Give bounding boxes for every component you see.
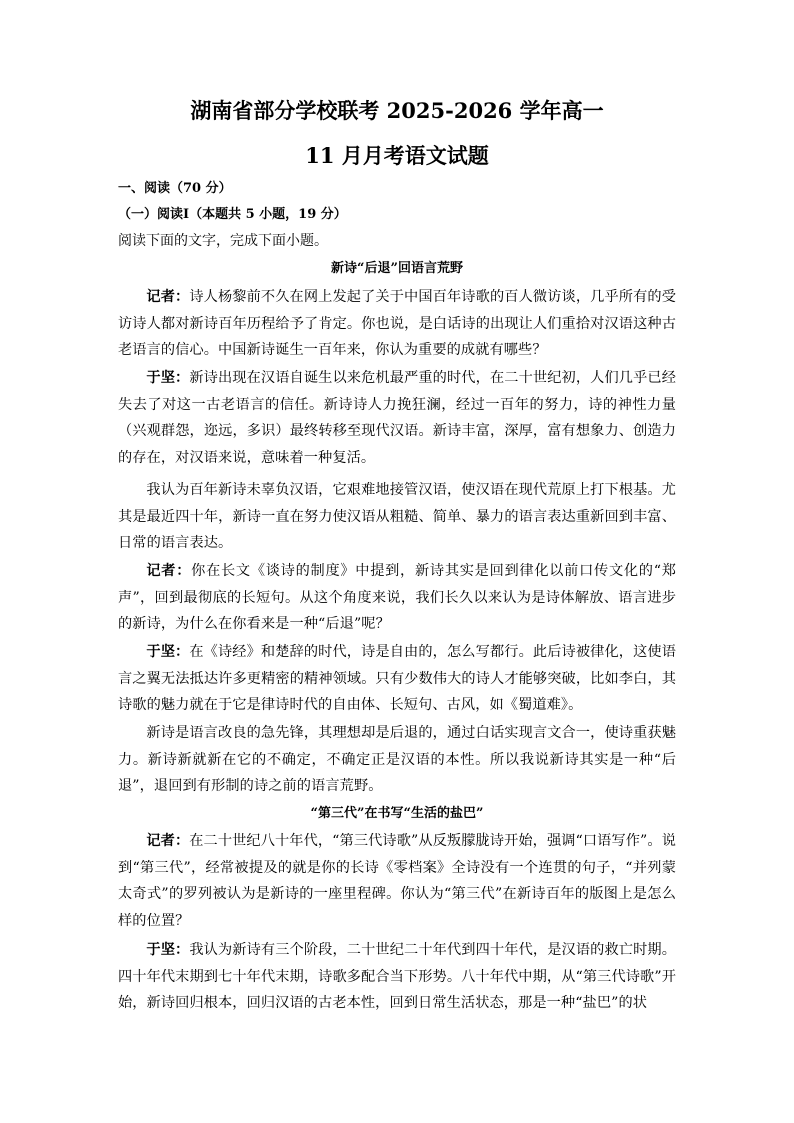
paragraph-2: [118, 365, 676, 471]
speaker-label: 记者：: [146, 833, 190, 849]
speaker-label: 记者：: [146, 563, 192, 579]
paragraph-text: 我认为新诗有三个阶段，二十世纪二十年代到四十年代，是汉语的救亡时期。四十年代末期到七十年代末期，诗歌多配合当下形势。八十年代中期，从“第三代诗歌”开始，新诗回归根本，回归汉语的古老本性，回到日常生活状态，那是一种“盐巴”的状: [118, 942, 676, 1012]
paragraph-text: 新诗是语言改良的急先锋，其理想却是后退的，通过白话实现言文合一，使诗重获魅力。新诗新就新在它的不确定，不确定正是汉语的本性。所以我说新诗其实是一种“后退”，退回到有形制的诗之前的语言荒野。: [118, 725, 676, 795]
paragraph-6: [118, 720, 676, 800]
instruction-text: 阅读下面的文字，完成下面小题。: [118, 233, 328, 249]
section-subheading: （一）阅读Ⅰ（本题共 5 小题，19 分）: [118, 207, 347, 222]
paragraph-text: 在《诗经》和楚辞的时代，诗是自由的，怎么写都行。此后诗被律化，这使语言之翼无法抵达许多更精密的精神领域。只有少数伟大的诗人才能够突破，比如李白，其诗歌的魅力就在于它是律诗时代的自由体、长短句、古风，如《蜀道难》。: [118, 644, 676, 714]
article-subtitle-1: 新诗“后退”回语言荒野: [331, 261, 463, 276]
article-subtitle-2: “第三代”在书写“生活的盐巴”: [310, 806, 484, 821]
speaker-label: 记者：: [146, 289, 190, 305]
paragraph-text: 诗人杨黎前不久在网上发起了关于中国百年诗歌的百人微访谈，几乎所有的受访诗人都对新诗百年历程给予了肯定。你也说，是白话诗的出现让人们重拾对汉语这种古老语言的信心。中国新诗诞生一百年来，你认为重要的成就有哪些？: [118, 289, 676, 359]
paragraph-7: [118, 828, 676, 934]
speaker-label: 于坚：: [146, 942, 190, 958]
paragraph-text: 你在长文《谈诗的制度》中提到，新诗其实是回到律化以前口传文化的“郑声”，回到最彻底的长短句。从这个角度来说，我们长久以来认为是诗体解放、语言进步的新诗，为什么在你看来是一种“后退”呢？: [118, 563, 676, 633]
paragraph-8: [118, 937, 676, 1017]
paragraph-text: 我认为百年新诗未辜负汉语，它艰难地接管汉语，使汉语在现代荒原上打下根基。尤其是最近四十年，新诗一直在努力使汉语从粗糙、简单、暴力的语言表达重新回到丰富、日常的语言表达。: [118, 482, 676, 552]
paragraph-text: 新诗出现在汉语自诞生以来危机最严重的时代，在二十世纪初，人们几乎已经失去了对这一古老语言的信任。新诗诗人力挽狂澜，经过一百年的努力，诗的神性力量（兴观群怨，迩远，多识）最终转移至现代汉语。新诗丰富，深厚，富有想象力、创造力的存在，对汉语来说，意味着一种复活。: [118, 370, 676, 466]
paragraph-4: [118, 558, 676, 638]
speaker-label: 于坚：: [146, 370, 190, 386]
document-title-line-1: 湖南省部分学校联考 2025-2026 学年高一: [190, 98, 604, 123]
paragraph-1: [118, 284, 676, 364]
section-heading: 一、阅读（70 分）: [118, 181, 232, 196]
paragraph-5: [118, 639, 676, 719]
paragraph-3: [118, 477, 676, 557]
speaker-label: 于坚：: [146, 644, 190, 660]
paragraph-text: 在二十世纪八十年代，“第三代诗歌”从反叛朦胧诗开始，强调“口语写作”。说到“第三代”，经常被提及的就是你的长诗《零档案》全诗没有一个连贯的句子，“并列蒙太奇式”的罗列被认为是新诗的一座里程碑。你认为“第三代”在新诗百年的版图上是怎么样的位置？: [118, 833, 676, 929]
document-title-line-2: 11 月月考语文试题: [305, 143, 489, 168]
